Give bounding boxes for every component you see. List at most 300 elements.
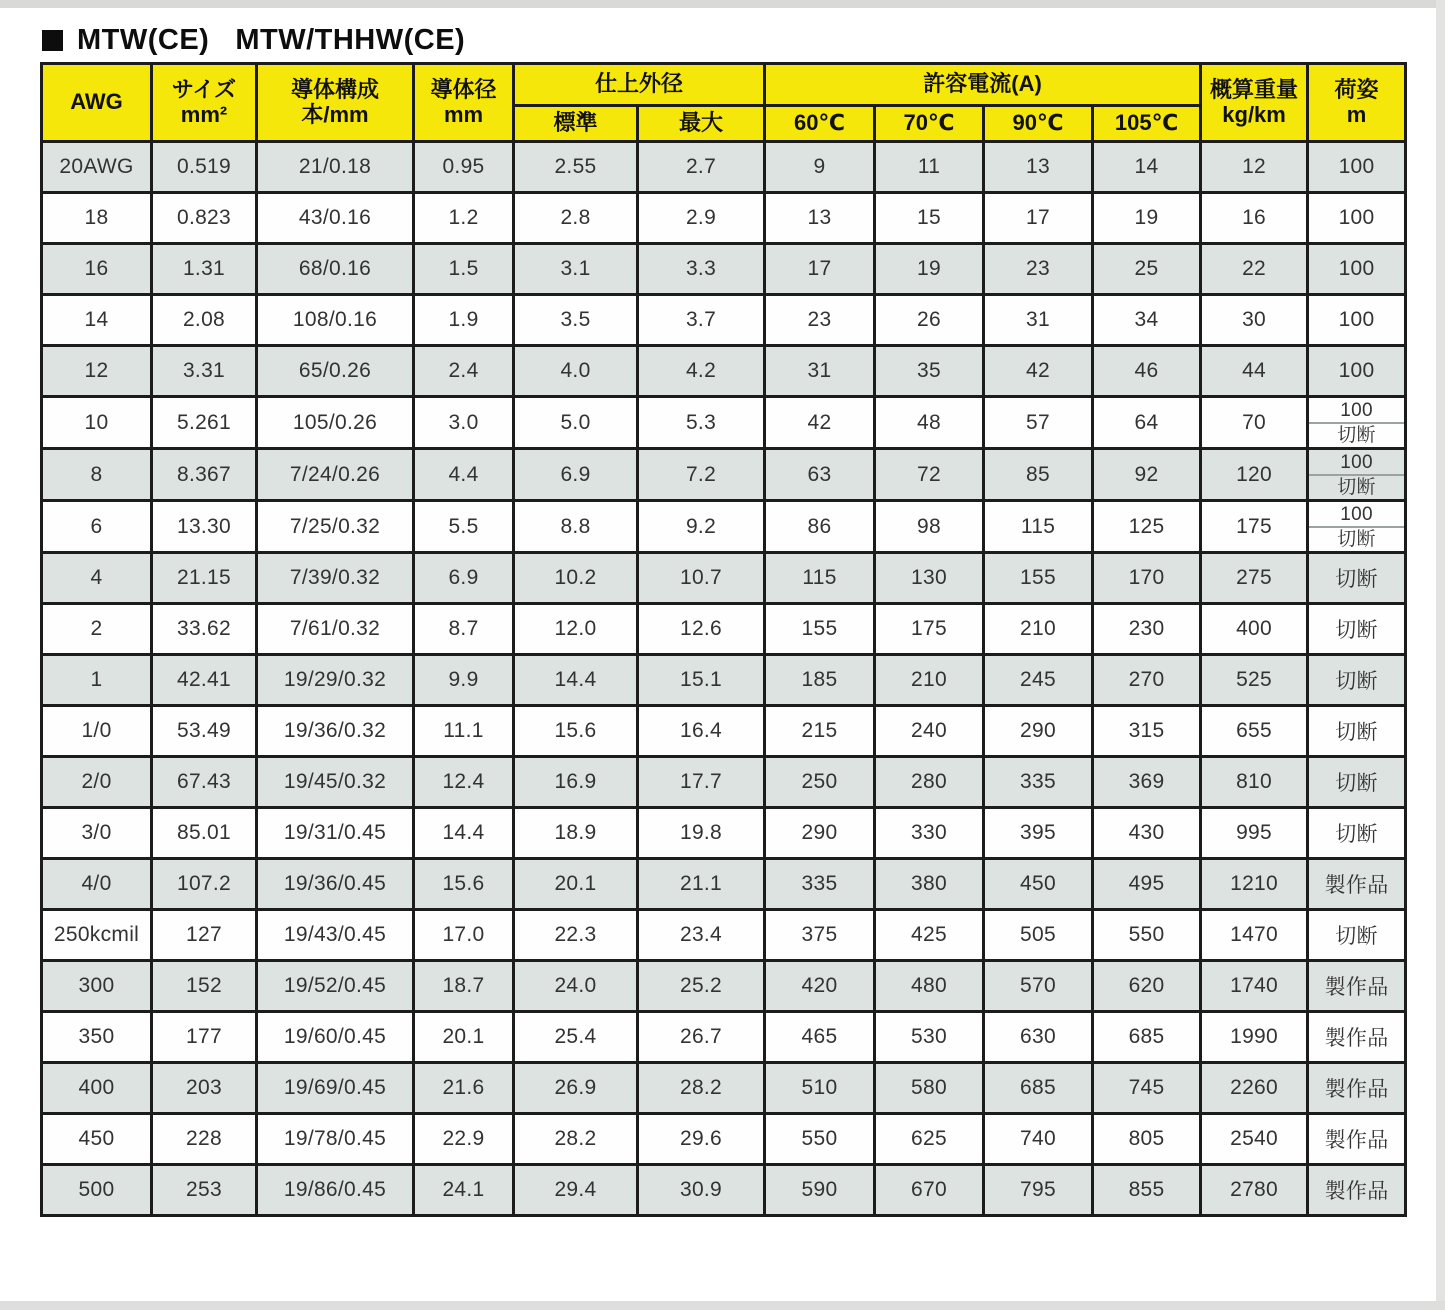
table-row xyxy=(42,604,1406,655)
cell-packing xyxy=(1308,449,1406,501)
cell-c90: 505 xyxy=(984,910,1093,961)
cell-od_max: 19.8 xyxy=(638,808,765,859)
cell-packing: 切断 xyxy=(1308,910,1406,961)
cell-awg: 3/0 xyxy=(42,808,152,859)
cell-weight: 120 xyxy=(1201,449,1308,501)
cell-c105: 315 xyxy=(1093,706,1201,757)
cell-c60: 335 xyxy=(765,859,875,910)
cell-c105: 620 xyxy=(1093,961,1201,1012)
cell-od_std: 18.9 xyxy=(514,808,638,859)
cell-c105: 19 xyxy=(1093,193,1201,244)
cell-c70: 330 xyxy=(875,808,984,859)
cell-od_max: 2.7 xyxy=(638,142,765,193)
cell-awg: 500 xyxy=(42,1165,152,1216)
cell-c105: 25 xyxy=(1093,244,1201,295)
cell-c60: 250 xyxy=(765,757,875,808)
cell-od_max: 2.9 xyxy=(638,193,765,244)
cell-od_max: 7.2 xyxy=(638,449,765,501)
cell-packing: 切断 xyxy=(1308,553,1406,604)
page-title-main: MTW(CE) xyxy=(77,24,210,56)
cell-packing: 切断 xyxy=(1308,757,1406,808)
cell-od_std: 15.6 xyxy=(514,706,638,757)
cell-c60: 42 xyxy=(765,397,875,449)
cell-awg: 10 xyxy=(42,397,152,449)
cell-size: 13.30 xyxy=(152,501,257,553)
col-header-weight-line2: kg/km xyxy=(1222,101,1286,127)
cell-c60: 375 xyxy=(765,910,875,961)
cell-size: 3.31 xyxy=(152,346,257,397)
col-header-current-105c: 105℃ xyxy=(1093,106,1201,142)
table-row xyxy=(42,859,1406,910)
cell-od_max: 25.2 xyxy=(638,961,765,1012)
cell-od_max: 28.2 xyxy=(638,1063,765,1114)
cell-c105: 369 xyxy=(1093,757,1201,808)
cell-awg: 250kcmil xyxy=(42,910,152,961)
cell-c60: 86 xyxy=(765,501,875,553)
cell-c90: 570 xyxy=(984,961,1093,1012)
wire-spec-table xyxy=(40,62,1407,1217)
cell-od_std: 3.5 xyxy=(514,295,638,346)
cell-od_max: 23.4 xyxy=(638,910,765,961)
cell-awg: 20AWG xyxy=(42,142,152,193)
cell-c60: 17 xyxy=(765,244,875,295)
cell-weight: 175 xyxy=(1201,501,1308,553)
cell-weight: 810 xyxy=(1201,757,1308,808)
table-row xyxy=(42,1012,1406,1063)
cell-c60: 510 xyxy=(765,1063,875,1114)
cell-od_std: 20.1 xyxy=(514,859,638,910)
cell-packing: 製作品 xyxy=(1308,961,1406,1012)
cell-packing: 切断 xyxy=(1308,604,1406,655)
cell-construction: 7/25/0.32 xyxy=(257,501,414,553)
cell-c70: 240 xyxy=(875,706,984,757)
cell-awg: 8 xyxy=(42,449,152,501)
cell-od_max: 15.1 xyxy=(638,655,765,706)
table-row xyxy=(42,757,1406,808)
cell-od_max: 5.3 xyxy=(638,397,765,449)
cell-size: 33.62 xyxy=(152,604,257,655)
cell-c70: 19 xyxy=(875,244,984,295)
cell-od_max: 29.6 xyxy=(638,1114,765,1165)
cell-c90: 795 xyxy=(984,1165,1093,1216)
cell-construction: 19/29/0.32 xyxy=(257,655,414,706)
cell-c60: 465 xyxy=(765,1012,875,1063)
cell-od_std: 2.8 xyxy=(514,193,638,244)
col-header-awg: AWG xyxy=(42,64,152,142)
cell-awg: 6 xyxy=(42,501,152,553)
cell-construction: 19/60/0.45 xyxy=(257,1012,414,1063)
cell-awg: 12 xyxy=(42,346,152,397)
cell-packing: 100 xyxy=(1308,142,1406,193)
cell-diameter: 17.0 xyxy=(414,910,514,961)
cell-od_max: 3.7 xyxy=(638,295,765,346)
cell-diameter: 18.7 xyxy=(414,961,514,1012)
cell-packing xyxy=(1308,397,1406,449)
cell-c60: 31 xyxy=(765,346,875,397)
cell-c70: 210 xyxy=(875,655,984,706)
cell-c105: 685 xyxy=(1093,1012,1201,1063)
cell-c105: 550 xyxy=(1093,910,1201,961)
cell-c70: 72 xyxy=(875,449,984,501)
cell-construction: 19/78/0.45 xyxy=(257,1114,414,1165)
cell-c70: 48 xyxy=(875,397,984,449)
cell-size: 0.823 xyxy=(152,193,257,244)
cell-packing: 100 xyxy=(1308,346,1406,397)
cell-weight: 655 xyxy=(1201,706,1308,757)
col-header-current-70c: 70℃ xyxy=(875,106,984,142)
cell-packing: 切断 xyxy=(1308,808,1406,859)
cell-packing: 100 xyxy=(1308,295,1406,346)
cell-construction: 105/0.26 xyxy=(257,397,414,449)
cell-c105: 805 xyxy=(1093,1114,1201,1165)
cell-diameter: 5.5 xyxy=(414,501,514,553)
col-header-diameter-line2: mm xyxy=(443,101,484,127)
cell-size: 203 xyxy=(152,1063,257,1114)
cell-c60: 420 xyxy=(765,961,875,1012)
cell-size: 228 xyxy=(152,1114,257,1165)
cell-construction: 43/0.16 xyxy=(257,193,414,244)
table-row xyxy=(42,244,1406,295)
cell-c105: 46 xyxy=(1093,346,1201,397)
cell-c90: 42 xyxy=(984,346,1093,397)
cell-od_max: 4.2 xyxy=(638,346,765,397)
cell-c105: 92 xyxy=(1093,449,1201,501)
table-row xyxy=(42,1114,1406,1165)
col-group-allowable-current: 許容電流(A) xyxy=(765,64,1201,106)
cell-weight: 1210 xyxy=(1201,859,1308,910)
cell-c105: 430 xyxy=(1093,808,1201,859)
cell-construction: 19/69/0.45 xyxy=(257,1063,414,1114)
cell-c70: 580 xyxy=(875,1063,984,1114)
col-header-packing xyxy=(1308,64,1406,142)
cell-weight: 1990 xyxy=(1201,1012,1308,1063)
col-header-size xyxy=(152,64,257,142)
cell-awg: 1 xyxy=(42,655,152,706)
col-header-packing-line1: 荷姿 xyxy=(1334,76,1379,102)
cell-c60: 290 xyxy=(765,808,875,859)
cell-c105: 64 xyxy=(1093,397,1201,449)
cell-od_std: 14.4 xyxy=(514,655,638,706)
cell-c60: 23 xyxy=(765,295,875,346)
cell-od_max: 26.7 xyxy=(638,1012,765,1063)
cell-weight: 400 xyxy=(1201,604,1308,655)
col-header-weight xyxy=(1201,64,1308,142)
cell-c90: 450 xyxy=(984,859,1093,910)
cell-awg: 18 xyxy=(42,193,152,244)
cell-size: 1.31 xyxy=(152,244,257,295)
cell-od_std: 24.0 xyxy=(514,961,638,1012)
cell-c105: 230 xyxy=(1093,604,1201,655)
cell-c70: 35 xyxy=(875,346,984,397)
cell-packing-part: 100 xyxy=(1340,503,1373,525)
cell-od_std: 29.4 xyxy=(514,1165,638,1216)
cell-c60: 115 xyxy=(765,553,875,604)
table-row xyxy=(42,193,1406,244)
cell-c70: 98 xyxy=(875,501,984,553)
cell-size: 67.43 xyxy=(152,757,257,808)
cell-packing: 製作品 xyxy=(1308,859,1406,910)
col-header-size-line1: サイズ xyxy=(171,76,237,102)
cell-diameter: 2.4 xyxy=(414,346,514,397)
cell-weight: 525 xyxy=(1201,655,1308,706)
cell-size: 177 xyxy=(152,1012,257,1063)
cell-od_std: 8.8 xyxy=(514,501,638,553)
cell-awg: 4 xyxy=(42,553,152,604)
cell-size: 85.01 xyxy=(152,808,257,859)
cell-c90: 85 xyxy=(984,449,1093,501)
cell-c60: 550 xyxy=(765,1114,875,1165)
cell-diameter: 11.1 xyxy=(414,706,514,757)
cell-packing: 100 xyxy=(1308,244,1406,295)
cell-c60: 155 xyxy=(765,604,875,655)
cell-od_max: 21.1 xyxy=(638,859,765,910)
cell-c70: 130 xyxy=(875,553,984,604)
cell-c70: 11 xyxy=(875,142,984,193)
cell-diameter: 6.9 xyxy=(414,553,514,604)
cell-construction: 65/0.26 xyxy=(257,346,414,397)
cell-od_max: 17.7 xyxy=(638,757,765,808)
col-header-packing-line2: m xyxy=(1346,101,1367,127)
cell-od_max: 3.3 xyxy=(638,244,765,295)
cell-diameter: 1.2 xyxy=(414,193,514,244)
cell-c90: 13 xyxy=(984,142,1093,193)
cell-diameter: 9.9 xyxy=(414,655,514,706)
table-row xyxy=(42,449,1406,501)
title-square-bullet-icon xyxy=(42,30,63,51)
cell-od_std: 25.4 xyxy=(514,1012,638,1063)
cell-diameter: 8.7 xyxy=(414,604,514,655)
cell-packing: 製作品 xyxy=(1308,1165,1406,1216)
cell-construction: 19/36/0.32 xyxy=(257,706,414,757)
cell-c70: 480 xyxy=(875,961,984,1012)
cell-od_std: 5.0 xyxy=(514,397,638,449)
cell-diameter: 22.9 xyxy=(414,1114,514,1165)
scan-edge-bottom xyxy=(0,1301,1445,1310)
cell-od_std: 10.2 xyxy=(514,553,638,604)
cell-c90: 630 xyxy=(984,1012,1093,1063)
col-header-construction xyxy=(257,64,414,142)
cell-weight: 995 xyxy=(1201,808,1308,859)
cell-diameter: 15.6 xyxy=(414,859,514,910)
cell-awg: 350 xyxy=(42,1012,152,1063)
col-group-finished-od: 仕上外径 xyxy=(514,64,765,106)
cell-size: 21.15 xyxy=(152,553,257,604)
cell-c70: 625 xyxy=(875,1114,984,1165)
cell-od_max: 10.7 xyxy=(638,553,765,604)
cell-size: 127 xyxy=(152,910,257,961)
page-title xyxy=(42,24,465,57)
cell-c90: 155 xyxy=(984,553,1093,604)
cell-construction: 19/43/0.45 xyxy=(257,910,414,961)
cell-size: 8.367 xyxy=(152,449,257,501)
cell-size: 107.2 xyxy=(152,859,257,910)
table-row xyxy=(42,655,1406,706)
cell-c105: 495 xyxy=(1093,859,1201,910)
table-body xyxy=(42,142,1406,1216)
table-row xyxy=(42,397,1406,449)
cell-c90: 290 xyxy=(984,706,1093,757)
cell-c105: 270 xyxy=(1093,655,1201,706)
table-row xyxy=(42,142,1406,193)
cell-od_std: 3.1 xyxy=(514,244,638,295)
cell-c90: 335 xyxy=(984,757,1093,808)
cell-packing: 製作品 xyxy=(1308,1114,1406,1165)
table-row xyxy=(42,1165,1406,1216)
cell-weight: 16 xyxy=(1201,193,1308,244)
cell-c105: 855 xyxy=(1093,1165,1201,1216)
page-title-secondary: MTW/THHW(CE) xyxy=(235,24,466,56)
cell-packing-part: 切断 xyxy=(1309,474,1404,499)
cell-c70: 175 xyxy=(875,604,984,655)
cell-size: 53.49 xyxy=(152,706,257,757)
cell-diameter: 14.4 xyxy=(414,808,514,859)
cell-c60: 9 xyxy=(765,142,875,193)
col-header-current-90c: 90℃ xyxy=(984,106,1093,142)
cell-construction: 7/61/0.32 xyxy=(257,604,414,655)
cell-size: 5.261 xyxy=(152,397,257,449)
cell-c105: 745 xyxy=(1093,1063,1201,1114)
cell-c90: 740 xyxy=(984,1114,1093,1165)
cell-c90: 115 xyxy=(984,501,1093,553)
cell-od_max: 9.2 xyxy=(638,501,765,553)
cell-construction: 19/45/0.32 xyxy=(257,757,414,808)
cell-size: 0.519 xyxy=(152,142,257,193)
cell-od_std: 16.9 xyxy=(514,757,638,808)
cell-packing: 切断 xyxy=(1308,706,1406,757)
col-header-weight-line1: 概算重量 xyxy=(1210,76,1299,102)
cell-diameter: 24.1 xyxy=(414,1165,514,1216)
cell-od_std: 22.3 xyxy=(514,910,638,961)
cell-construction: 19/31/0.45 xyxy=(257,808,414,859)
cell-diameter: 21.6 xyxy=(414,1063,514,1114)
cell-awg: 450 xyxy=(42,1114,152,1165)
cell-diameter: 1.9 xyxy=(414,295,514,346)
col-header-diameter-line1: 導体径 xyxy=(430,76,497,102)
cell-c70: 280 xyxy=(875,757,984,808)
cell-packing: 製作品 xyxy=(1308,1063,1406,1114)
cell-c90: 23 xyxy=(984,244,1093,295)
col-header-od-max: 最大 xyxy=(638,106,765,142)
cell-c70: 26 xyxy=(875,295,984,346)
cell-packing-part: 100 xyxy=(1340,399,1373,421)
table-row xyxy=(42,346,1406,397)
cell-diameter: 1.5 xyxy=(414,244,514,295)
cell-od_max: 16.4 xyxy=(638,706,765,757)
cell-c105: 14 xyxy=(1093,142,1201,193)
table-row xyxy=(42,295,1406,346)
cell-weight: 44 xyxy=(1201,346,1308,397)
cell-construction: 21/0.18 xyxy=(257,142,414,193)
cell-c105: 34 xyxy=(1093,295,1201,346)
cell-weight: 12 xyxy=(1201,142,1308,193)
cell-diameter: 3.0 xyxy=(414,397,514,449)
cell-od_max: 12.6 xyxy=(638,604,765,655)
cell-size: 253 xyxy=(152,1165,257,1216)
cell-od_std: 28.2 xyxy=(514,1114,638,1165)
table-row xyxy=(42,1063,1406,1114)
cell-construction: 108/0.16 xyxy=(257,295,414,346)
cell-weight: 2260 xyxy=(1201,1063,1308,1114)
cell-od_std: 26.9 xyxy=(514,1063,638,1114)
cell-packing-part: 切断 xyxy=(1309,526,1404,551)
cell-construction: 7/24/0.26 xyxy=(257,449,414,501)
cell-c90: 57 xyxy=(984,397,1093,449)
col-header-current-60c: 60℃ xyxy=(765,106,875,142)
cell-weight: 1740 xyxy=(1201,961,1308,1012)
cell-od_std: 4.0 xyxy=(514,346,638,397)
cell-weight: 30 xyxy=(1201,295,1308,346)
cell-c70: 15 xyxy=(875,193,984,244)
cell-awg: 4/0 xyxy=(42,859,152,910)
cell-diameter: 0.95 xyxy=(414,142,514,193)
cell-packing: 製作品 xyxy=(1308,1012,1406,1063)
cell-awg: 16 xyxy=(42,244,152,295)
cell-c60: 13 xyxy=(765,193,875,244)
table-row xyxy=(42,961,1406,1012)
cell-awg: 1/0 xyxy=(42,706,152,757)
cell-construction: 19/52/0.45 xyxy=(257,961,414,1012)
cell-weight: 70 xyxy=(1201,397,1308,449)
cell-od_max: 30.9 xyxy=(638,1165,765,1216)
cell-od_std: 12.0 xyxy=(514,604,638,655)
cell-c70: 530 xyxy=(875,1012,984,1063)
cell-weight: 2780 xyxy=(1201,1165,1308,1216)
col-header-diameter xyxy=(414,64,514,142)
cell-c90: 395 xyxy=(984,808,1093,859)
cell-c105: 170 xyxy=(1093,553,1201,604)
table-header xyxy=(42,64,1406,142)
cell-c70: 380 xyxy=(875,859,984,910)
cell-weight: 275 xyxy=(1201,553,1308,604)
cell-packing xyxy=(1308,501,1406,553)
cell-size: 42.41 xyxy=(152,655,257,706)
cell-size: 2.08 xyxy=(152,295,257,346)
cell-weight: 2540 xyxy=(1201,1114,1308,1165)
cell-packing-part: 100 xyxy=(1340,451,1373,473)
cell-c90: 210 xyxy=(984,604,1093,655)
cell-c90: 245 xyxy=(984,655,1093,706)
cell-weight: 1470 xyxy=(1201,910,1308,961)
cell-c90: 685 xyxy=(984,1063,1093,1114)
cell-c90: 31 xyxy=(984,295,1093,346)
cell-packing: 100 xyxy=(1308,193,1406,244)
table-row xyxy=(42,910,1406,961)
cell-c70: 670 xyxy=(875,1165,984,1216)
cell-construction: 19/36/0.45 xyxy=(257,859,414,910)
cell-awg: 2/0 xyxy=(42,757,152,808)
cell-awg: 400 xyxy=(42,1063,152,1114)
cell-diameter: 20.1 xyxy=(414,1012,514,1063)
cell-c60: 63 xyxy=(765,449,875,501)
cell-awg: 300 xyxy=(42,961,152,1012)
cell-c60: 215 xyxy=(765,706,875,757)
col-header-size-line2: mm² xyxy=(180,101,228,127)
cell-weight: 22 xyxy=(1201,244,1308,295)
cell-od_std: 2.55 xyxy=(514,142,638,193)
cell-diameter: 12.4 xyxy=(414,757,514,808)
cell-size: 152 xyxy=(152,961,257,1012)
table-row xyxy=(42,553,1406,604)
cell-awg: 14 xyxy=(42,295,152,346)
cell-construction: 19/86/0.45 xyxy=(257,1165,414,1216)
col-header-construction-line2: 本/mm xyxy=(301,101,369,127)
col-header-od-standard: 標準 xyxy=(514,106,638,142)
cell-c60: 185 xyxy=(765,655,875,706)
cell-awg: 2 xyxy=(42,604,152,655)
cell-od_std: 6.9 xyxy=(514,449,638,501)
cell-c60: 590 xyxy=(765,1165,875,1216)
scan-edge-right xyxy=(1436,0,1445,1310)
